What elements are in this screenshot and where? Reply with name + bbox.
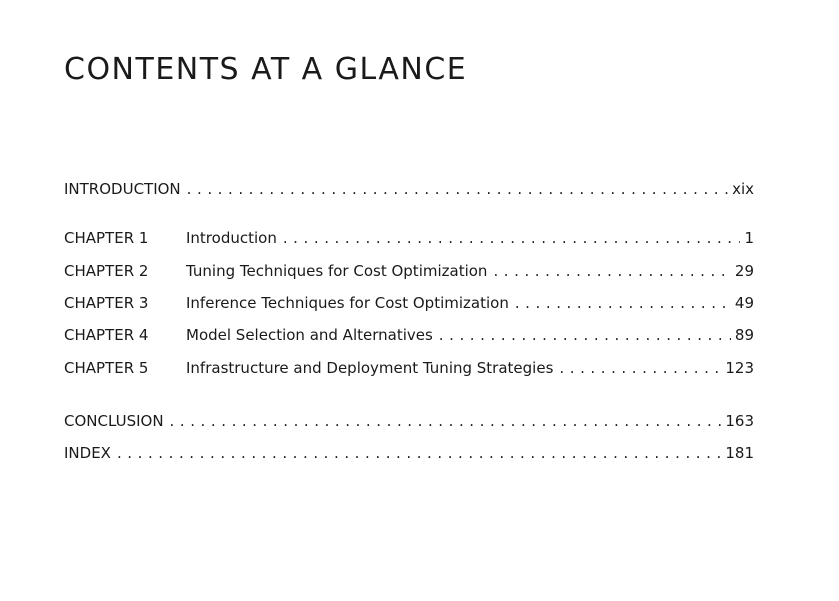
dot-leader [117,442,721,464]
toc-page-number: 163 [725,412,754,430]
toc-page-number: xix [732,180,754,198]
toc-entry-label: INDEX [64,444,111,462]
chapter-title: Model Selection and Alternatives [186,326,433,344]
dot-leader [283,227,741,249]
chapter-label: CHAPTER 1 [64,229,149,247]
dot-leader [187,178,728,200]
chapter-label: CHAPTER 4 [64,326,149,344]
toc-page-number: 181 [725,444,754,462]
chapter-title: Tuning Techniques for Cost Optimization [186,262,488,280]
toc-entry-label: INTRODUCTION [64,180,181,198]
page-title: CONTENTS AT A GLANCE [64,52,468,87]
chapter-title: Infrastructure and Deployment Tuning Strategies [186,359,554,377]
toc-page-number: 123 [725,359,754,377]
toc-entry-index[interactable] [64,442,754,464]
toc-entry-label: CONCLUSION [64,412,164,430]
toc-entry-introduction[interactable] [64,178,754,200]
toc-entry-chapter-4[interactable] [64,324,754,346]
chapter-title: Inference Techniques for Cost Optimization [186,294,509,312]
toc-entry-chapter-1[interactable] [64,227,754,249]
chapter-label: CHAPTER 3 [64,294,149,312]
dot-leader [515,292,731,314]
chapter-label: CHAPTER 2 [64,262,149,280]
dot-leader [493,260,730,282]
toc-page-number: 89 [734,326,754,344]
toc-entry-chapter-5[interactable] [64,357,754,379]
dot-leader [439,324,731,346]
toc-page-number: 29 [734,262,754,280]
toc-entry-chapter-2[interactable] [64,260,754,282]
dot-leader [170,410,722,432]
toc-page-number: 49 [734,294,754,312]
dot-leader [559,357,721,379]
chapter-title: Introduction [186,229,277,247]
toc-page-number: 1 [744,229,754,247]
chapter-label: CHAPTER 5 [64,359,149,377]
toc-entry-conclusion[interactable] [64,410,754,432]
toc-entry-chapter-3[interactable] [64,292,754,314]
